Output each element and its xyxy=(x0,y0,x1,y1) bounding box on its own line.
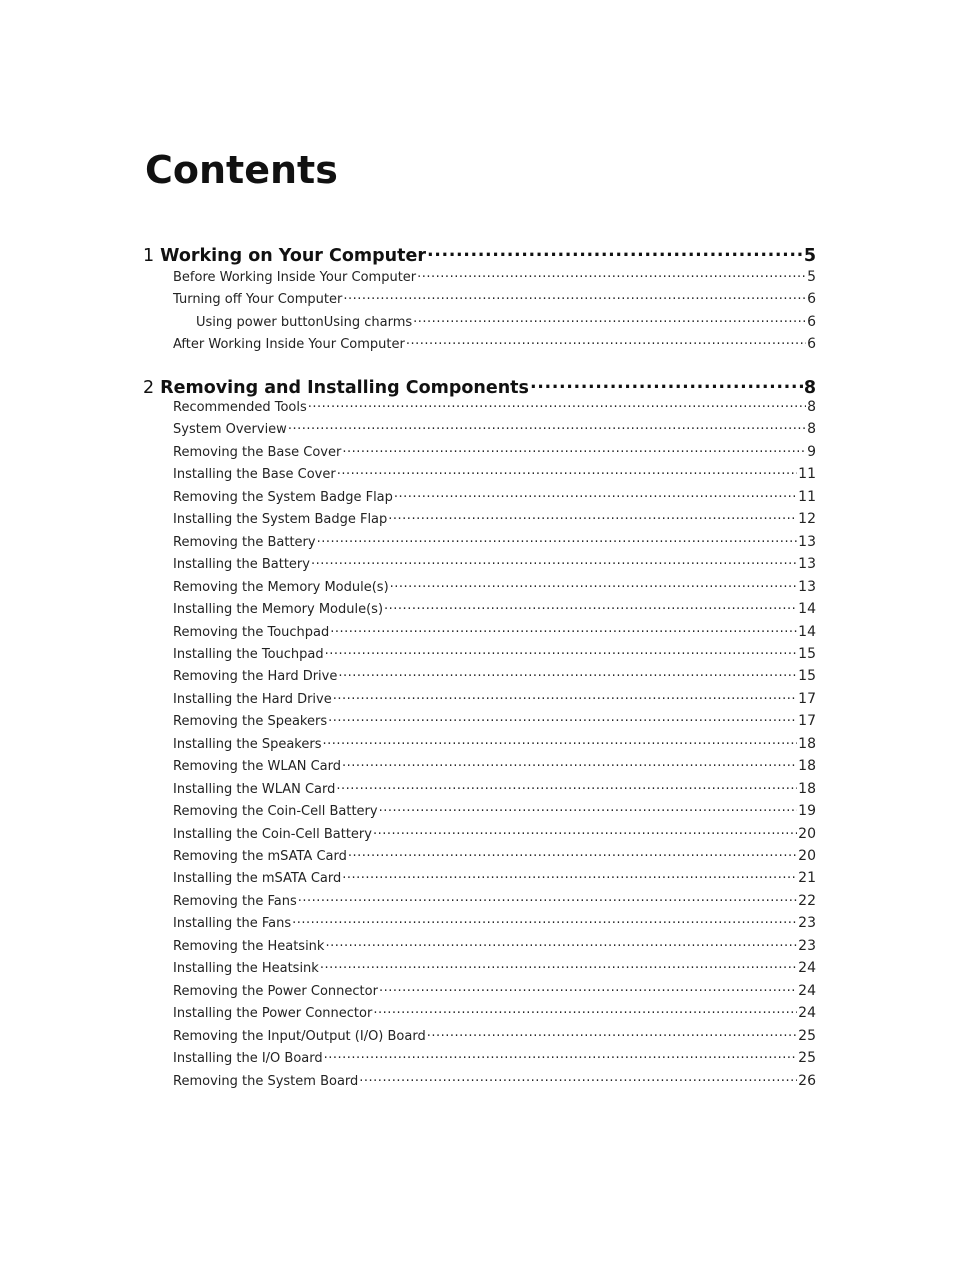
toc-entry[interactable] xyxy=(173,982,816,999)
toc-entry-label: Installing the Heatsink xyxy=(173,961,319,977)
toc-page-number: 5 xyxy=(803,245,816,266)
toc-leader-dots xyxy=(343,290,806,303)
toc-page-number: 18 xyxy=(798,780,816,797)
toc-leader-dots xyxy=(342,869,797,882)
toc-page-number: 17 xyxy=(798,713,816,730)
toc-chapter-entry[interactable] xyxy=(143,243,816,266)
toc-page-number: 25 xyxy=(798,1027,816,1044)
toc-page-number: 18 xyxy=(798,735,816,752)
toc-leader-dots xyxy=(342,757,797,770)
toc-leader-dots xyxy=(342,443,806,456)
toc-leader-dots xyxy=(308,398,806,411)
toc-page-number: 18 xyxy=(798,758,816,775)
toc-entry[interactable] xyxy=(173,757,816,774)
toc-leader-dots xyxy=(406,335,806,348)
toc-entry-label: System Overview xyxy=(173,422,287,438)
toc-page-number: 24 xyxy=(798,982,816,999)
toc-entry[interactable] xyxy=(173,268,816,285)
toc-leader-dots xyxy=(311,555,797,568)
toc-entry[interactable] xyxy=(173,1072,816,1089)
toc-entry[interactable] xyxy=(173,937,816,954)
toc-chapter-heading xyxy=(143,378,529,398)
toc-page-number: 20 xyxy=(798,848,816,864)
toc-page-number: 12 xyxy=(798,511,816,528)
toc-entry-label: Removing the Speakers xyxy=(173,714,328,730)
toc-entry-label: Installing the Fans xyxy=(173,916,292,932)
toc-entry[interactable] xyxy=(173,914,816,931)
toc-entry-label: Removing the Touchpad xyxy=(173,624,330,640)
toc-entry[interactable] xyxy=(173,735,816,752)
toc-leader-dots xyxy=(530,375,803,393)
toc-entry-label: Using power buttonUsing charms xyxy=(196,314,413,330)
toc-entry[interactable] xyxy=(173,420,816,437)
toc-page-number: 15 xyxy=(798,645,816,662)
toc-page-number: 14 xyxy=(798,623,816,640)
toc-page-number: 15 xyxy=(798,668,816,685)
toc-page-number: 6 xyxy=(807,291,816,308)
toc-entry[interactable] xyxy=(173,555,816,572)
toc-entry[interactable] xyxy=(173,600,816,617)
toc-entry-label: Installing the Memory Module(s) xyxy=(173,602,384,618)
toc-leader-dots xyxy=(288,420,806,433)
toc-leader-dots xyxy=(373,1004,797,1017)
toc-entry-label: Turning off Your Computer xyxy=(173,292,343,308)
toc-leader-dots xyxy=(417,268,806,281)
toc-page-number: 8 xyxy=(803,377,816,398)
toc-entry[interactable] xyxy=(173,533,816,550)
toc-entry[interactable] xyxy=(173,290,816,307)
page-title: Contents xyxy=(145,148,338,192)
toc-entry-label: Removing the Coin-Cell Battery xyxy=(173,804,378,820)
toc-chapter-heading xyxy=(143,246,426,266)
toc-page-number: 23 xyxy=(798,915,816,932)
toc-page-number: 11 xyxy=(798,466,816,483)
toc-page-number: 11 xyxy=(798,488,816,505)
toc-leader-dots xyxy=(379,982,797,995)
toc-leader-dots xyxy=(348,847,797,860)
toc-page-number: 21 xyxy=(798,870,816,887)
toc-leader-dots xyxy=(292,914,797,927)
toc-entry[interactable] xyxy=(173,825,816,842)
toc-entry[interactable] xyxy=(173,398,816,415)
toc-entry-label: Installing the Speakers xyxy=(173,736,322,752)
toc-entry-label: Installing the WLAN Card xyxy=(173,781,336,797)
toc-entry[interactable] xyxy=(173,335,816,352)
toc-entry-label: Installing the Coin-Cell Battery xyxy=(173,826,372,842)
toc-page-number: 14 xyxy=(798,601,816,618)
toc-leader-dots xyxy=(359,1072,797,1085)
toc-chapter-title: Removing and Installing Components xyxy=(160,377,529,398)
toc-page-number: 23 xyxy=(798,937,816,954)
toc-entry-label: Removing the Hard Drive xyxy=(173,669,338,685)
toc-entry[interactable] xyxy=(173,712,816,729)
toc-page-number: 8 xyxy=(807,399,816,415)
toc-entry-label: Installing the I/O Board xyxy=(173,1051,323,1067)
toc-entry[interactable] xyxy=(173,578,816,595)
toc-entry[interactable] xyxy=(173,869,816,886)
toc-page-number: 13 xyxy=(798,578,816,595)
toc-leader-dots xyxy=(388,510,797,523)
toc-chapter-number: 1 xyxy=(143,245,155,266)
toc-chapter-number: 2 xyxy=(143,377,155,398)
toc-chapter-entry[interactable] xyxy=(143,375,816,398)
toc-entry-label: Before Working Inside Your Computer xyxy=(173,270,417,285)
toc-entry[interactable] xyxy=(173,892,816,909)
toc-leader-dots xyxy=(325,937,797,950)
toc-entry-label: Removing the System Badge Flap xyxy=(173,489,393,505)
toc-entry[interactable] xyxy=(173,847,816,864)
toc-page-number: 19 xyxy=(798,803,816,820)
toc-page-number: 6 xyxy=(807,313,816,330)
toc-page-number: 25 xyxy=(798,1050,816,1067)
toc-leader-dots xyxy=(338,667,797,680)
toc-leader-dots xyxy=(336,780,797,793)
toc-entry[interactable] xyxy=(173,1049,816,1066)
toc-page-number: 20 xyxy=(798,825,816,842)
toc-entry-label: Removing the Heatsink xyxy=(173,938,325,954)
toc-entry-label: Removing the Fans xyxy=(173,893,297,909)
toc-leader-dots xyxy=(325,645,798,658)
toc-leader-dots xyxy=(320,959,797,972)
toc-entry-label: Installing the Touchpad xyxy=(173,646,324,662)
toc-leader-dots xyxy=(427,1027,797,1040)
toc-leader-dots xyxy=(413,313,806,326)
toc-entry-label: Installing the Battery xyxy=(173,557,310,573)
toc-chapter-title: Working on Your Computer xyxy=(160,245,426,266)
toc-entry[interactable] xyxy=(173,488,816,505)
toc-entry-label: Recommended Tools xyxy=(173,400,307,415)
toc-leader-dots xyxy=(337,465,797,478)
toc-page-number: 8 xyxy=(807,421,816,438)
toc-page-number: 9 xyxy=(807,443,816,460)
toc-entry[interactable] xyxy=(196,313,816,330)
toc-leader-dots xyxy=(333,690,797,703)
toc-entry-label: Installing the System Badge Flap xyxy=(173,512,388,528)
toc-leader-dots xyxy=(384,600,797,613)
toc-page-number: 17 xyxy=(798,690,816,707)
toc-entry[interactable] xyxy=(173,645,816,662)
toc-entry[interactable] xyxy=(173,959,816,976)
toc-leader-dots xyxy=(373,825,797,838)
toc-entry[interactable] xyxy=(173,690,816,707)
toc-leader-dots xyxy=(298,892,797,905)
toc-entry[interactable] xyxy=(173,802,816,819)
toc-page-number: 13 xyxy=(798,533,816,550)
toc-entry[interactable] xyxy=(173,623,816,640)
toc-entry-label: Removing the System Board xyxy=(173,1073,359,1089)
toc-entry-label: Removing the mSATA Card xyxy=(173,849,347,864)
toc-entry-label: Installing the mSATA Card xyxy=(173,871,342,887)
toc-page-number: 22 xyxy=(798,892,816,909)
toc-entry[interactable] xyxy=(173,1004,816,1021)
toc-entry[interactable] xyxy=(173,465,816,482)
toc-entry-label: Removing the Power Connector xyxy=(173,983,378,999)
toc-leader-dots xyxy=(330,623,797,636)
toc-entry[interactable] xyxy=(173,510,816,527)
toc-entry-label: Removing the Battery xyxy=(173,534,316,550)
toc-entry-label: Removing the Input/Output (I/O) Board xyxy=(173,1028,426,1044)
toc-entry[interactable] xyxy=(173,443,816,460)
toc-page-number: 24 xyxy=(798,960,816,977)
toc-entry[interactable] xyxy=(173,1027,816,1044)
toc-leader-dots xyxy=(317,533,798,546)
toc-entry[interactable] xyxy=(173,667,816,684)
toc-entry-label: Removing the Base Cover xyxy=(173,444,342,460)
toc-entry-label: Removing the Memory Module(s) xyxy=(173,579,389,595)
toc-page-number: 5 xyxy=(807,269,816,285)
toc-leader-dots xyxy=(379,802,798,815)
toc-entry-label: Removing the WLAN Card xyxy=(173,759,342,775)
toc-leader-dots xyxy=(394,488,797,501)
toc-page-number: 24 xyxy=(798,1005,816,1022)
toc-leader-dots xyxy=(322,735,797,748)
toc-page-number: 13 xyxy=(798,556,816,573)
toc-entry-label: Installing the Base Cover xyxy=(173,467,336,483)
toc-page-number: 6 xyxy=(807,336,816,353)
toc-entry-label: Installing the Power Connector xyxy=(173,1006,373,1022)
toc-leader-dots xyxy=(328,712,797,725)
toc-leader-dots xyxy=(390,578,798,591)
toc-leader-dots xyxy=(427,243,803,261)
toc-entry[interactable] xyxy=(173,780,816,797)
toc-page-number: 26 xyxy=(798,1072,816,1089)
toc-leader-dots xyxy=(324,1049,798,1062)
toc-entry-label: After Working Inside Your Computer xyxy=(173,337,405,353)
toc-entry-label: Installing the Hard Drive xyxy=(173,691,332,707)
